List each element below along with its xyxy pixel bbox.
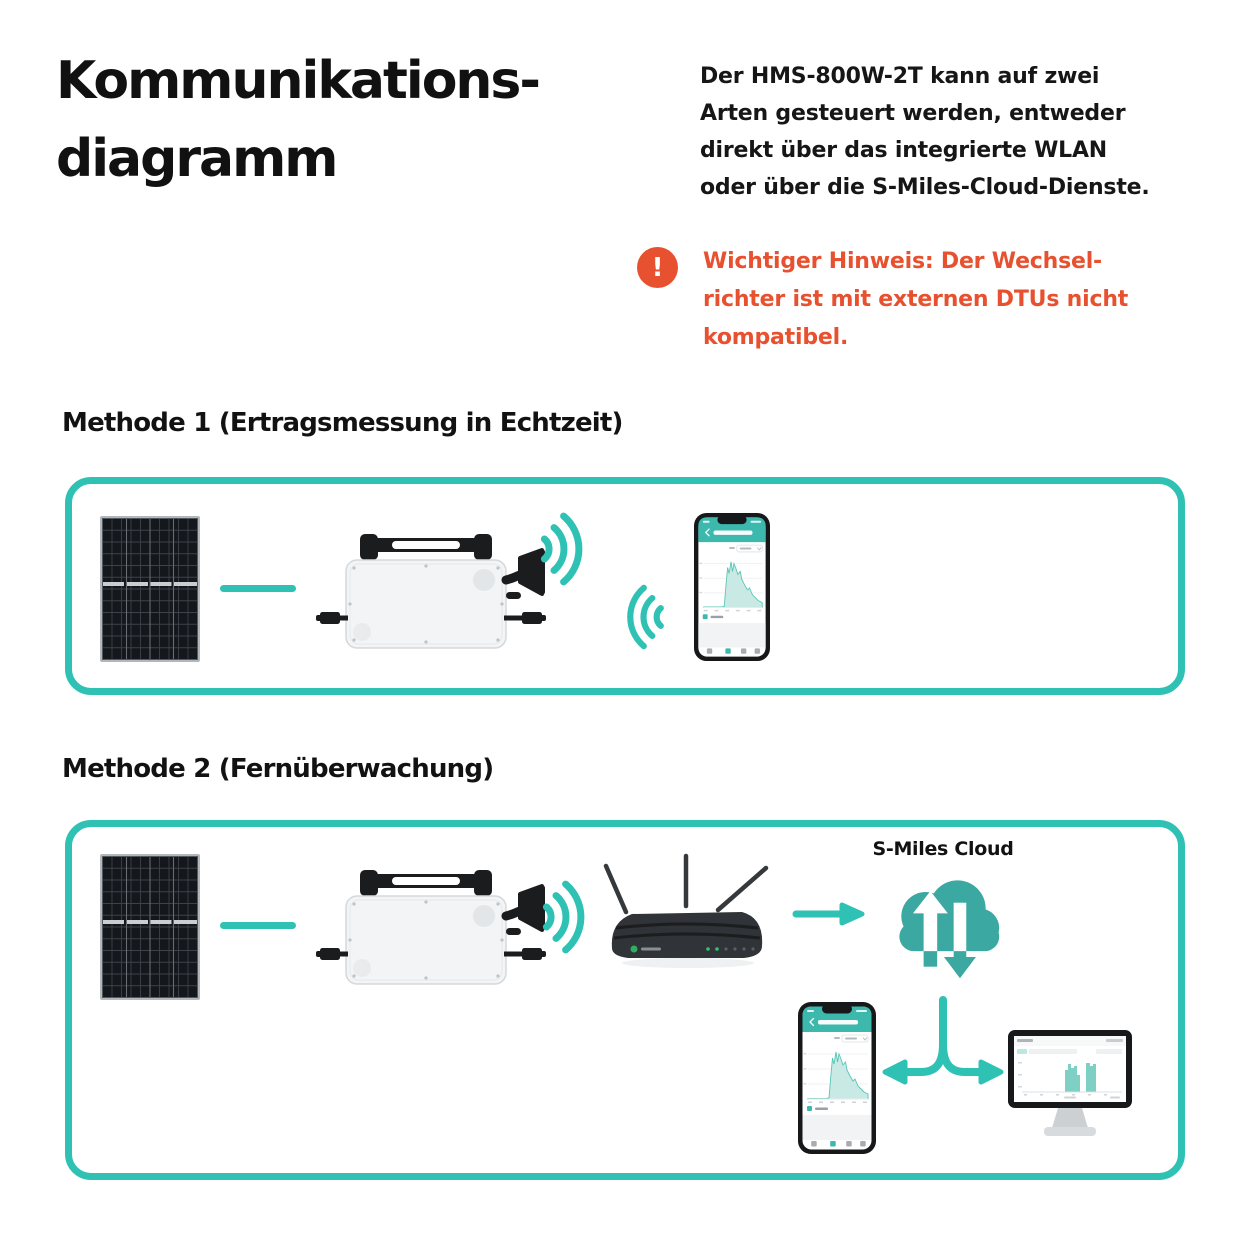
intro-line: direkt über das integrierte WLAN [700,138,1108,163]
warning-text [703,243,1183,357]
page-title [56,42,539,198]
solar-panel-illustration [100,516,200,662]
warning-line: kompatibel. [703,325,849,350]
warning-icon [637,247,678,288]
warning-line: Wichtiger Hinweis: Der Wechsel- [703,249,1102,274]
intro-line: Arten gesteuert werden, entweder [700,101,1126,126]
solar-panel-illustration [100,854,200,1000]
wifi-signal-icon [536,880,588,954]
wifi-signal-icon [624,584,670,650]
inverter-illustration [316,866,546,986]
warning-exclamation: ! [651,252,664,283]
intro-line: oder über die S-Miles-Cloud-Dienste. [700,175,1150,200]
smartphone-app-illustration [694,512,770,662]
monitor-dashboard-illustration [1008,1030,1132,1138]
intro-line: Der HMS-800W-2T kann auf zwei [700,64,1100,89]
wifi-signal-icon [534,512,586,586]
s-miles-cloud-icon [880,866,1006,984]
intro-paragraph [700,58,1200,206]
page-title-line2: diagramm [56,129,337,189]
dc-connection-line [220,922,296,929]
inverter-illustration [316,530,546,650]
method2-heading: Methode 2 (Fernüberwachung) [62,754,494,784]
router-illustration [596,850,776,972]
split-arrow-icon [873,996,1013,1096]
page-title-line1: Kommunikations- [56,51,539,111]
dc-connection-line [220,585,296,592]
method1-heading: Methode 1 (Ertragsmessung in Echtzeit) [62,408,623,438]
arrow-right-icon [792,902,868,926]
warning-line: richter ist mit externen DTUs nicht [703,287,1129,312]
smartphone-app-illustration [798,1002,876,1154]
cloud-label: S-Miles Cloud [872,838,1014,860]
